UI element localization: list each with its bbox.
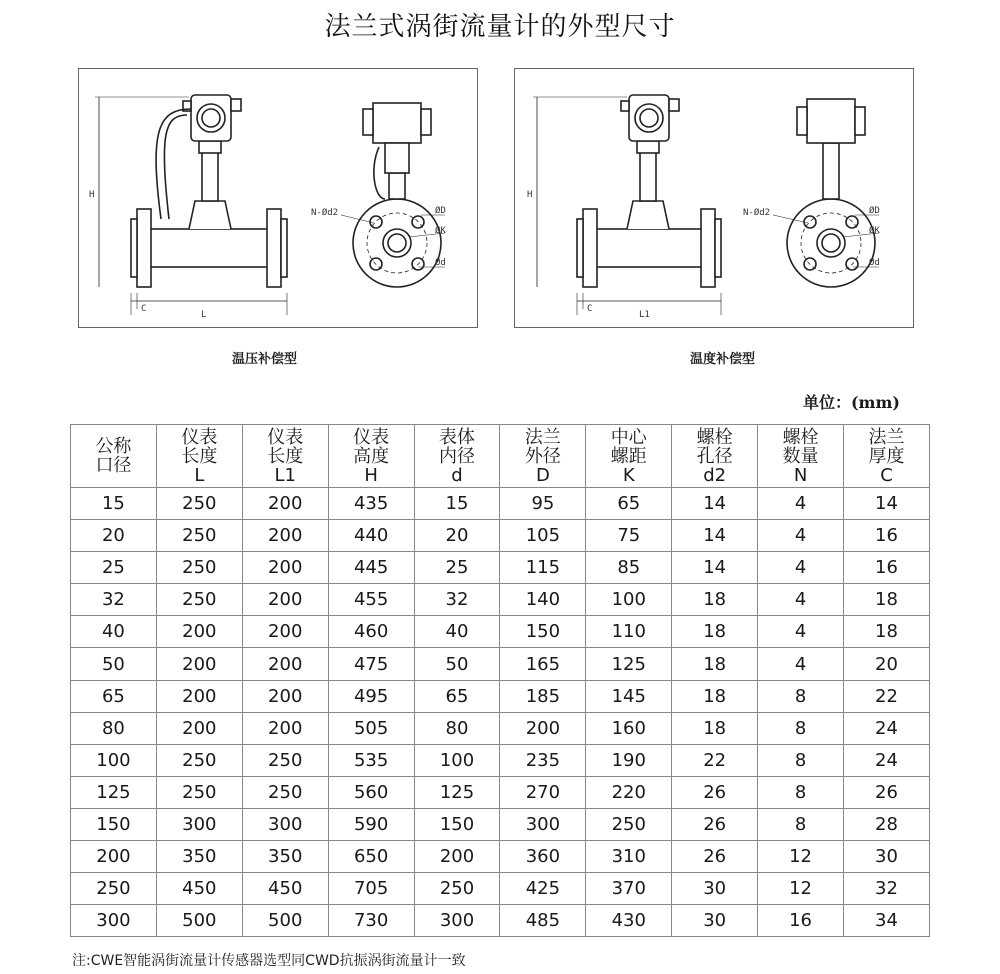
table-header-cell — [156, 425, 242, 488]
table-header-cell — [414, 425, 500, 488]
header-text: 长度 — [267, 445, 304, 467]
dim-outer-label: ØD — [435, 206, 446, 216]
table-cell: 24 — [844, 712, 930, 744]
table-cell: 18 — [844, 584, 930, 616]
table-row — [71, 776, 930, 808]
table-cell: 455 — [328, 584, 414, 616]
dim-bore-label: Ød — [869, 258, 880, 268]
header-text: N — [793, 464, 808, 486]
table-cell: 4 — [758, 552, 844, 584]
table-cell: 12 — [758, 841, 844, 873]
header-text: 内径 — [439, 445, 475, 467]
header-text: 中心 — [610, 426, 647, 448]
table-cell: 20 — [71, 520, 157, 552]
table-cell: 85 — [586, 552, 672, 584]
table-cell: 26 — [844, 776, 930, 808]
table-cell: 435 — [328, 488, 414, 520]
table-header-cell — [328, 425, 414, 488]
table-row — [71, 584, 930, 616]
table-cell: 14 — [672, 552, 758, 584]
table-cell: 270 — [500, 776, 586, 808]
table-cell: 4 — [758, 520, 844, 552]
table-cell: 440 — [328, 520, 414, 552]
table-cell: 32 — [844, 873, 930, 905]
table-cell: 16 — [844, 520, 930, 552]
table-row — [71, 873, 930, 905]
table-cell: 475 — [328, 648, 414, 680]
table-cell: 32 — [414, 584, 500, 616]
header-text: 螺栓 — [696, 426, 733, 448]
table-cell: 300 — [156, 808, 242, 840]
diagram-temp-pressure — [78, 68, 478, 328]
dim-pcd-label: ØK — [435, 226, 446, 236]
table-cell: 200 — [156, 712, 242, 744]
table-cell: 18 — [844, 616, 930, 648]
table-cell: 105 — [500, 520, 586, 552]
page-title: 法兰式涡街流量计的外型尺寸 — [324, 12, 676, 42]
table-cell: 18 — [672, 648, 758, 680]
table-row — [71, 552, 930, 584]
table-cell: 100 — [586, 584, 672, 616]
table-cell: 28 — [844, 808, 930, 840]
table-cell: 300 — [500, 808, 586, 840]
header-text: 孔径 — [696, 445, 733, 467]
table-cell: 65 — [414, 680, 500, 712]
table-cell: 495 — [328, 680, 414, 712]
table-cell: 250 — [414, 873, 500, 905]
table-cell: 8 — [758, 744, 844, 776]
header-text: 公称 — [95, 436, 132, 457]
table-cell: 15 — [71, 488, 157, 520]
caption-temperature: 温度补偿型 — [690, 352, 756, 367]
table-cell: 8 — [758, 776, 844, 808]
table-cell: 80 — [71, 712, 157, 744]
table-cell: 200 — [71, 841, 157, 873]
table-cell: 300 — [242, 808, 328, 840]
header-text: 数量 — [782, 445, 819, 467]
table-header-cell — [500, 425, 586, 488]
header-text: C — [880, 464, 893, 486]
table-cell: 300 — [71, 905, 157, 937]
table-cell: 4 — [758, 488, 844, 520]
table-cell: 250 — [242, 744, 328, 776]
table-cell: 590 — [328, 808, 414, 840]
table-cell: 450 — [242, 873, 328, 905]
table-cell: 18 — [672, 712, 758, 744]
table-cell: 460 — [328, 616, 414, 648]
table-cell: 125 — [71, 776, 157, 808]
table-cell: 200 — [242, 584, 328, 616]
table-cell: 22 — [672, 744, 758, 776]
table-cell: 200 — [242, 616, 328, 648]
header-text: 法兰 — [868, 426, 905, 448]
table-cell: 140 — [500, 584, 586, 616]
dim-height-label: H — [89, 190, 95, 200]
header-text: 法兰 — [524, 426, 561, 448]
dim-outer-label: ØD — [869, 206, 880, 216]
header-text: 螺距 — [610, 445, 647, 467]
table-row — [71, 648, 930, 680]
table-cell: 50 — [414, 648, 500, 680]
header-text: 厚度 — [868, 445, 905, 467]
table-cell: 4 — [758, 648, 844, 680]
flowmeter-drawing-right — [515, 69, 915, 329]
table-cell: 360 — [500, 841, 586, 873]
table-cell: 26 — [672, 776, 758, 808]
table-cell: 250 — [156, 584, 242, 616]
table-cell: 150 — [414, 808, 500, 840]
table-cell: 200 — [156, 616, 242, 648]
caption-temp-pressure: 温压补偿型 — [232, 352, 298, 367]
table-cell: 300 — [414, 905, 500, 937]
table-row — [71, 744, 930, 776]
table-cell: 80 — [414, 712, 500, 744]
dimension-table — [70, 424, 930, 937]
table-cell: 200 — [242, 488, 328, 520]
table-row — [71, 712, 930, 744]
table-header-cell — [586, 425, 672, 488]
header-text: 仪表 — [181, 426, 218, 448]
table-cell: 190 — [586, 744, 672, 776]
table-cell: 34 — [844, 905, 930, 937]
table-cell: 220 — [586, 776, 672, 808]
table-row — [71, 680, 930, 712]
table-header-cell — [758, 425, 844, 488]
header-text: D — [535, 464, 550, 486]
table-cell: 200 — [242, 648, 328, 680]
header-text: 口径 — [95, 455, 132, 476]
table-header-cell — [844, 425, 930, 488]
table-cell: 30 — [672, 905, 758, 937]
dim-bolts-label: N-Ød2 — [311, 208, 339, 218]
table-cell: 4 — [758, 616, 844, 648]
header-text: 仪表 — [267, 426, 304, 448]
table-cell: 75 — [586, 520, 672, 552]
table-cell: 18 — [672, 680, 758, 712]
table-cell: 40 — [414, 616, 500, 648]
header-text: d2 — [703, 464, 727, 486]
table-cell: 30 — [672, 873, 758, 905]
table-cell: 160 — [586, 712, 672, 744]
table-cell: 730 — [328, 905, 414, 937]
table-cell: 8 — [758, 680, 844, 712]
table-cell: 350 — [242, 841, 328, 873]
table-cell: 16 — [844, 552, 930, 584]
table-cell: 125 — [586, 648, 672, 680]
dim-pcd-label: ØK — [869, 226, 880, 236]
table-cell: 125 — [414, 776, 500, 808]
header-text: 高度 — [353, 445, 390, 467]
table-cell: 100 — [414, 744, 500, 776]
table-cell: 650 — [328, 841, 414, 873]
header-text: 螺栓 — [782, 426, 819, 448]
header-text: 外径 — [524, 445, 561, 467]
table-cell: 95 — [500, 488, 586, 520]
table-cell: 200 — [242, 520, 328, 552]
table-body — [71, 488, 930, 937]
header-text: K — [622, 464, 635, 486]
table-header-cell — [242, 425, 328, 488]
table-cell: 32 — [71, 584, 157, 616]
table-cell: 250 — [156, 744, 242, 776]
table-cell: 16 — [758, 905, 844, 937]
table-cell: 50 — [71, 648, 157, 680]
table-cell: 65 — [71, 680, 157, 712]
table-cell: 18 — [672, 616, 758, 648]
table-cell: 65 — [586, 488, 672, 520]
table-cell: 25 — [71, 552, 157, 584]
table-cell: 150 — [71, 808, 157, 840]
table-cell: 20 — [844, 648, 930, 680]
table-cell: 8 — [758, 712, 844, 744]
table-cell: 165 — [500, 648, 586, 680]
header-text: 表体 — [439, 426, 475, 448]
dim-bore-label: Ød — [435, 258, 446, 268]
dim-height-label: H — [527, 190, 533, 200]
unit-label: 单位：(mm) — [802, 393, 900, 412]
header-text: L1 — [274, 464, 296, 486]
table-cell: 20 — [414, 520, 500, 552]
table-cell: 110 — [586, 616, 672, 648]
table-cell: 250 — [71, 873, 157, 905]
table-cell: 24 — [844, 744, 930, 776]
table-cell: 250 — [156, 520, 242, 552]
table-cell: 14 — [672, 488, 758, 520]
table-cell: 370 — [586, 873, 672, 905]
table-row — [71, 808, 930, 840]
table-cell: 8 — [758, 808, 844, 840]
table-cell: 115 — [500, 552, 586, 584]
dim-flange-label: C — [587, 304, 593, 314]
table-cell: 40 — [71, 616, 157, 648]
table-cell: 26 — [672, 808, 758, 840]
table-cell: 450 — [156, 873, 242, 905]
table-cell: 425 — [500, 873, 586, 905]
table-cell: 200 — [242, 712, 328, 744]
table-row — [71, 616, 930, 648]
table-cell: 535 — [328, 744, 414, 776]
table-cell: 350 — [156, 841, 242, 873]
table-row — [71, 488, 930, 520]
table-cell: 4 — [758, 584, 844, 616]
table-cell: 12 — [758, 873, 844, 905]
dim-bolts-label: N-Ød2 — [743, 208, 771, 218]
header-text: d — [451, 464, 463, 486]
table-cell: 18 — [672, 584, 758, 616]
table-cell: 30 — [844, 841, 930, 873]
table-cell: 250 — [586, 808, 672, 840]
table-row — [71, 905, 930, 937]
table-header-row — [71, 425, 930, 488]
dim-length-label: L1 — [639, 310, 650, 320]
table-cell: 445 — [328, 552, 414, 584]
table-cell: 22 — [844, 680, 930, 712]
table-cell: 250 — [156, 776, 242, 808]
table-cell: 560 — [328, 776, 414, 808]
table-cell: 185 — [500, 680, 586, 712]
header-text: L — [194, 464, 205, 486]
diagram-temperature — [514, 68, 914, 328]
table-cell: 310 — [586, 841, 672, 873]
table-cell: 705 — [328, 873, 414, 905]
table-cell: 200 — [242, 552, 328, 584]
table-cell: 235 — [500, 744, 586, 776]
table-header-cell — [672, 425, 758, 488]
table-cell: 26 — [672, 841, 758, 873]
table-cell: 485 — [500, 905, 586, 937]
footnote: 注:CWE智能涡街流量计传感器选型同CWD抗振涡街流量计一致 — [72, 953, 466, 969]
table-row — [71, 520, 930, 552]
header-text: 仪表 — [353, 426, 390, 448]
table-cell: 145 — [586, 680, 672, 712]
table-cell: 250 — [156, 552, 242, 584]
table-cell: 430 — [586, 905, 672, 937]
table-cell: 200 — [156, 680, 242, 712]
table-cell: 200 — [242, 680, 328, 712]
table-cell: 250 — [242, 776, 328, 808]
table-header-cell — [71, 425, 157, 488]
table-cell: 500 — [242, 905, 328, 937]
flowmeter-drawing-left — [79, 69, 479, 329]
table-cell: 14 — [672, 520, 758, 552]
dim-length-label: L — [201, 310, 207, 320]
table-cell: 500 — [156, 905, 242, 937]
table-cell: 200 — [156, 648, 242, 680]
table-cell: 505 — [328, 712, 414, 744]
table-cell: 200 — [414, 841, 500, 873]
table-cell: 250 — [156, 488, 242, 520]
table-cell: 200 — [500, 712, 586, 744]
dim-flange-label: C — [141, 304, 147, 314]
header-text: 长度 — [181, 445, 218, 467]
table-cell: 150 — [500, 616, 586, 648]
table-cell: 25 — [414, 552, 500, 584]
header-text: H — [364, 464, 378, 486]
table-cell: 100 — [71, 744, 157, 776]
table-cell: 15 — [414, 488, 500, 520]
table-cell: 14 — [844, 488, 930, 520]
table-row — [71, 841, 930, 873]
